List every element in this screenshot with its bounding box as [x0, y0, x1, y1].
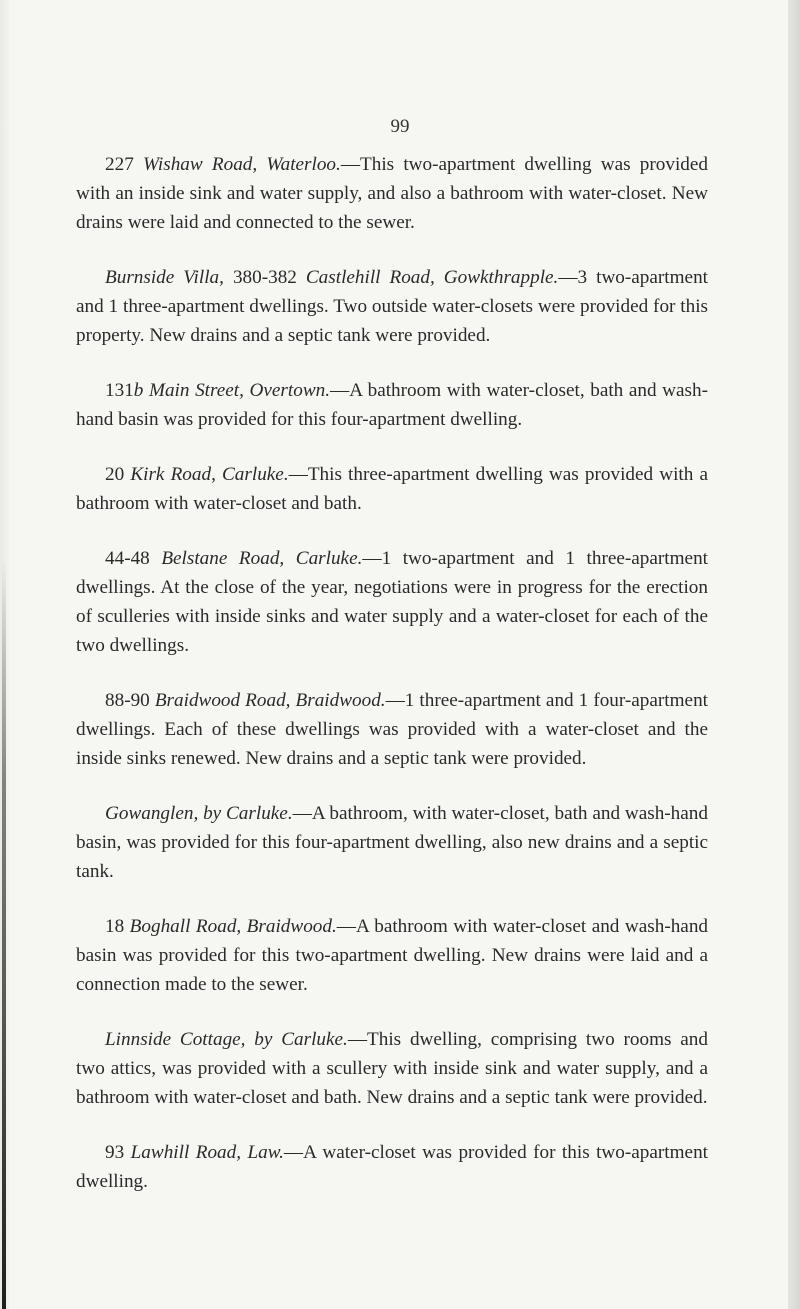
- entry-number: 44-48: [105, 548, 150, 569]
- entry-address: Belstane Road, Carluke.: [161, 548, 363, 569]
- entry-text: —A bathroom with water-closet, bath and wash-hand basin was provided for this four-apartment dwelling.: [76, 380, 709, 430]
- document-body: [76, 150, 708, 1222]
- entry-address: Linnside Cottage, by Carluke.: [105, 1029, 348, 1050]
- entry-number: 18: [105, 916, 125, 937]
- entry-address: Braidwood Road, Braidwood.: [154, 690, 386, 711]
- entry-address: Wishaw Road, Waterloo.: [142, 154, 341, 175]
- entry-text: —A bathroom with water-closet and wash-hand basin was provided for this two-apartment dwelling. New drains were laid and a connection made to the sewer.: [76, 916, 709, 995]
- entry-text: —This three-apartment dwelling was provided with a bathroom with water-closet and bath.: [76, 464, 708, 514]
- page-number: 99: [390, 116, 410, 137]
- entry-number: 380-382: [232, 267, 297, 288]
- entry-main-street: [76, 376, 708, 434]
- entry-boghall-road: [76, 912, 708, 999]
- page-right-edge: [788, 0, 800, 1309]
- entry-address: Main Street, Overtown.: [148, 380, 331, 401]
- entry-address: Lawhill Road, Law.: [130, 1142, 284, 1163]
- entry-number: 227: [105, 154, 134, 175]
- entry-number-suffix: b: [133, 380, 144, 401]
- entry-number: 88-90: [105, 690, 150, 711]
- entry-text: —1 three-apartment and 1 four-apartment dwellings. Each of these dwellings was provided with a water-closet and the inside sinks renewed. New drains and a septic tank were provided.: [76, 690, 709, 769]
- entry-wishaw-road: [76, 150, 708, 237]
- entry-gowanglen: [76, 799, 708, 886]
- entry-text: —A water-closet was provided for this two-apartment dwelling.: [76, 1142, 708, 1192]
- page-left-edge-shadow: [0, 0, 10, 1309]
- entry-braidwood-road: [76, 686, 708, 773]
- entry-linnside-cottage: [76, 1025, 708, 1112]
- entry-address-continued: Castlehill Road, Gowkthrapple.: [305, 267, 559, 288]
- entry-text: —1 two-apartment and 1 three-apartment dwellings. At the close of the year, negotiations were in progress for the erection of sculleries with inside sinks and water supply and a water-closet for each of the two dwellings.: [76, 548, 708, 656]
- entry-address: Kirk Road, Carluke.: [130, 464, 289, 485]
- entry-number: 131: [105, 380, 134, 401]
- entry-text: —This dwelling, comprising two rooms and two attics, was provided with a scullery with inside sink and water supply, and a bathroom with water-closet and bath. New drains and a septic tank were provided.: [76, 1029, 708, 1108]
- entry-lawhill-road: [76, 1138, 708, 1196]
- entry-address: Gowanglen, by Carluke.: [105, 803, 293, 824]
- entry-number: 93: [105, 1142, 125, 1163]
- entry-kirk-road: [76, 460, 708, 518]
- entry-number: 20: [105, 464, 125, 485]
- entry-address: Burnside Villa,: [105, 267, 224, 288]
- entry-belstane-road: [76, 544, 708, 660]
- entry-text: —This two-apartment dwelling was provided with an inside sink and water supply, and also a bathroom with water-closet. New drains were laid and connected to the sewer.: [76, 154, 708, 233]
- entry-burnside-villa: [76, 263, 708, 350]
- entry-text: —A bathroom, with water-closet, bath and wash-hand basin, was provided for this four-apartment dwelling, also new drains and a septic tank.: [76, 803, 708, 882]
- entry-address: Boghall Road, Braidwood.: [129, 916, 337, 937]
- entry-text: —3 two-apartment and 1 three-apartment dwellings. Two outside water-closets were provided for this property. New drains and a septic tank were provided.: [76, 267, 708, 346]
